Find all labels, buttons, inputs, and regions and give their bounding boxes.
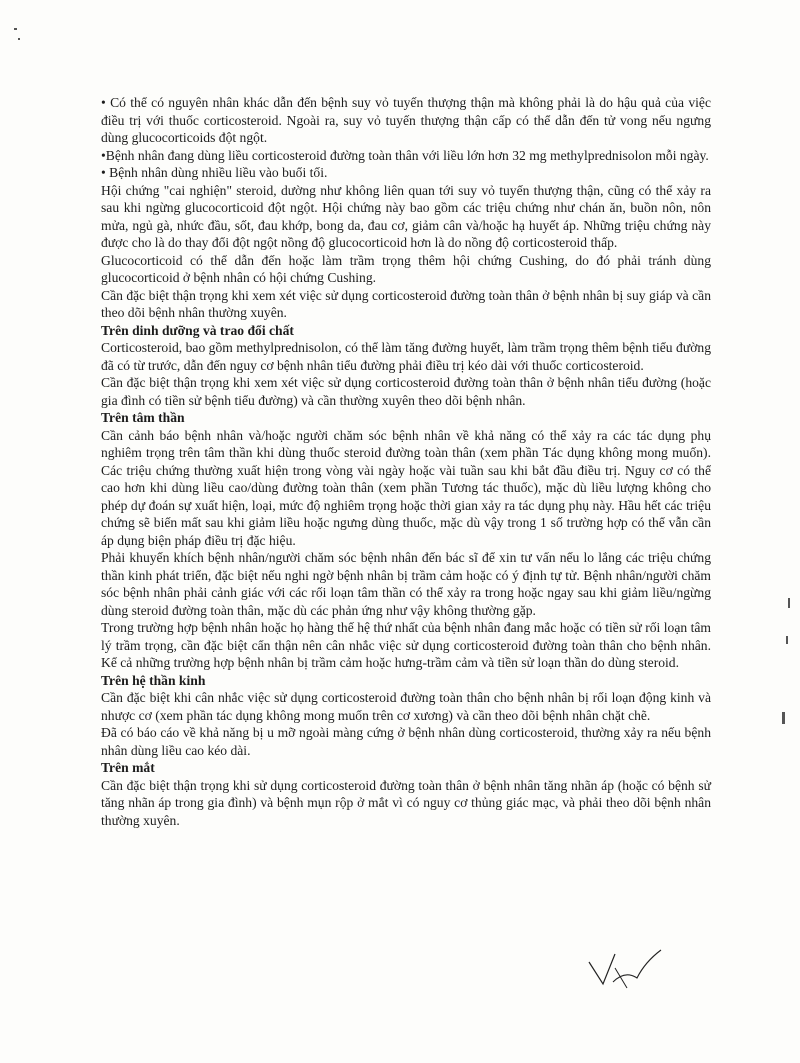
paragraph: Cần cảnh báo bệnh nhân và/hoặc người chăm sóc bệnh nhân về khả năng có thể xảy ra các tác dụng phụ nghiêm trọng trên tâm thần khi dùng thuốc steroid đường toàn thân (xem phần Tác dụng không mong muốn). Các triệu chứng thường xuất hiện trong vòng vài ngày hoặc vài tuần sau khi bắt đầu điều trị. Nguy cơ có thể cao hơn khi dùng liều cao/dùng đường toàn thân (xem phần Tương tác thuốc), mặc dù liều lượng không cho phép dự đoán sự xuất hiện, loại, mức độ nghiêm trọng hoặc thời gian xảy ra tác dụng phụ này. Hầu hết các triệu chứng sẽ biến mất sau khi giảm liều hoặc ngưng dùng thuốc, mặc dù vậy trong 1 số trường hợp có thể vẫn cần áp dụng biện pháp điều trị đặc hiệu. [101, 427, 711, 548]
scan-speck [782, 712, 785, 724]
section-heading-nervous-system: Trên hệ thần kinh [101, 672, 206, 688]
section-heading-nutrition: Trên dinh dưỡng và trao đổi chất [101, 322, 294, 338]
paragraph: Cần đặc biệt thận trọng khi sử dụng corticosteroid đường toàn thân ở bệnh nhân tăng nhãn áp (hoặc có bệnh sử tăng nhãn áp trong gia đình) và bệnh mụn rộp ở mắt vì có nguy cơ thủng giác mạc, và phải theo dõi bệnh nhân thường xuyên. [101, 777, 711, 828]
scan-speck [788, 598, 790, 608]
section-heading-eye: Trên mắt [101, 760, 155, 775]
paragraph: Hội chứng "cai nghiện" steroid, dường như không liên quan tới suy vỏ tuyến thượng thận, cũng có thể xảy ra sau khi ngừng glucocorticoid đột ngột. Hội chứng này bao gồm các triệu chứng như chán ăn, buồn nôn, nôn mửa, ngủ gà, nhức đầu, sốt, đau khớp, bong da, đau cơ, giảm cân và/hoặc hạ huyết áp. Những triệu chứng này được cho là do thay đổi đột ngột nồng độ glucocorticoid hơn là do nồng độ corticosteroid thấp. [101, 182, 711, 250]
signature-icon [585, 948, 665, 990]
scan-speck [14, 28, 17, 30]
paragraph: Cần đặc biệt khi cân nhắc việc sử dụng corticosteroid đường toàn thân cho bệnh nhân bị rối loạn động kinh và nhược cơ (xem phần tác dụng không mong muốn trên cơ xương) và cần theo dõi bệnh nhân chặt chẽ. [101, 690, 711, 723]
scan-speck [786, 636, 788, 644]
document-body [101, 94, 711, 829]
paragraph: Đã có báo cáo về khả năng bị u mỡ ngoài màng cứng ở bệnh nhân dùng corticosteroid, thường xảy ra nếu bệnh nhân dùng liều cao kéo dài. [101, 725, 711, 758]
paragraph: • Bệnh nhân dùng nhiều liều vào buổi tối. [101, 165, 328, 180]
paragraph: Corticosteroid, bao gồm methylprednisolon, có thể làm tăng đường huyết, làm trầm trọng thêm bệnh tiểu đường đã có từ trước, dẫn đến nguy cơ bệnh nhân tiểu đường phải điều trị kéo dài với thuốc corticosteroid. [101, 340, 711, 373]
scan-speck [18, 38, 20, 40]
paragraph: •Bệnh nhân đang dùng liều corticosteroid đường toàn thân với liều lớn hơn 32 mg methylprednisolon mỗi ngày. [101, 147, 709, 163]
paragraph: Trong trường hợp bệnh nhân hoặc họ hàng thế hệ thứ nhất của bệnh nhân đang mắc hoặc có tiền sử rối loạn tâm lý trầm trọng, cần đặc biệt cẩn thận nên cân nhắc việc sử dụng corticosteroid đường toàn thân cho bệnh nhân. Kể cả những trường hợp bệnh nhân bị trầm cảm hoặc hưng-trầm cảm và tiền sử loạn thần do dùng steroid. [101, 620, 711, 670]
section-heading-psychiatric: Trên tâm thần [101, 410, 185, 425]
paragraph: • Có thể có nguyên nhân khác dẫn đến bệnh suy vỏ tuyến thượng thận mà không phải là do hậu quả của việc điều trị với thuốc corticosteroid. Ngoài ra, suy vỏ tuyến thượng thận cấp có thể dẫn đến tử vong nếu ngưng dùng glucocorticoids đột ngột. [101, 95, 711, 145]
paragraph: Glucocorticoid có thể dẫn đến hoặc làm trầm trọng thêm hội chứng Cushing, do đó phải tránh dùng glucocorticoid ở bệnh nhân có hội chứng Cushing. [101, 252, 711, 285]
paragraph: Cần đặc biệt thận trọng khi xem xét việc sử dụng corticosteroid đường toàn thân ở bệnh nhân tiểu đường (hoặc gia đình có tiền sử bệnh tiểu đường) và cần thường xuyên theo dõi bệnh nhân. [101, 375, 711, 408]
paragraph: Cần đặc biệt thận trọng khi xem xét việc sử dụng corticosteroid đường toàn thân ở bệnh nhân bị suy giáp và cần theo dõi bệnh nhân thường xuyên. [101, 287, 711, 320]
paragraph: Phải khuyến khích bệnh nhân/người chăm sóc bệnh nhân đến bác sĩ để xin tư vấn nếu lo lắng các triệu chứng thần kinh phát triển, đặc biệt nếu nghi ngờ bệnh nhân bị trầm cảm hoặc có ý định tự tử. Bệnh nhân/người chăm sóc bệnh nhân phải cảnh giác với các rối loạn tâm thần có thể xảy ra trong hoặc ngay sau khi giảm liều/ngừng dùng steroid đường toàn thân, mặc dù các phản ứng như vậy không thường gặp. [101, 550, 711, 618]
